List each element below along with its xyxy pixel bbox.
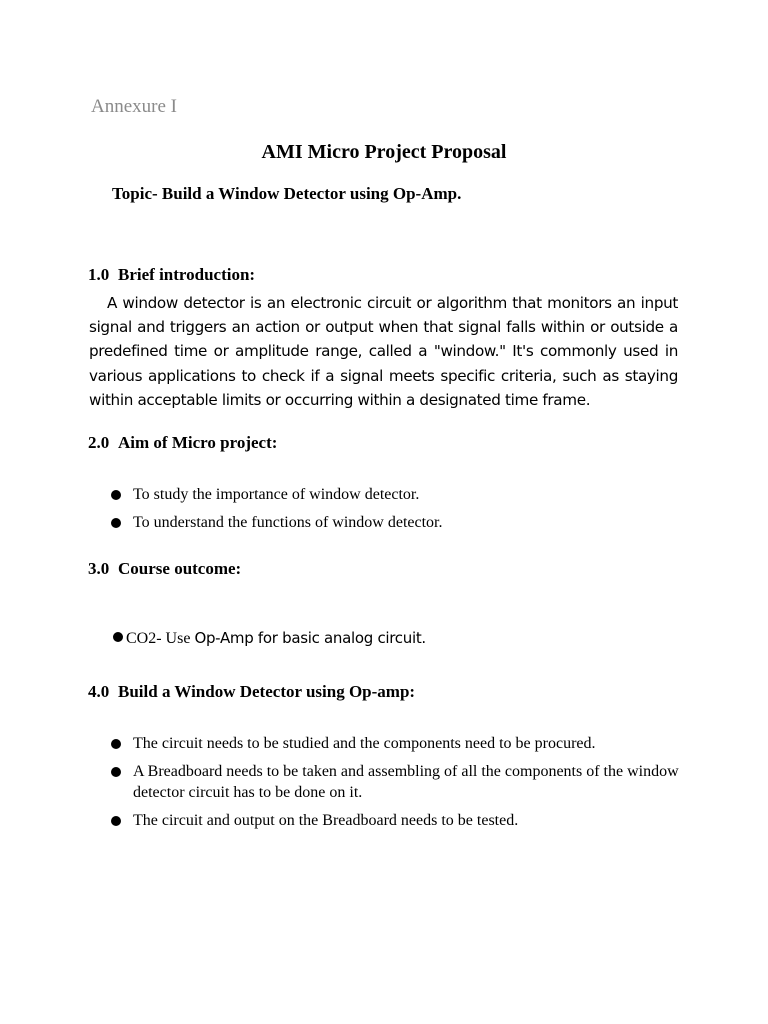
- section-heading-introduction: [88, 265, 255, 285]
- bullet-icon: [113, 632, 123, 642]
- bullet-icon: [111, 767, 121, 777]
- introduction-paragraph: A window detector is an electronic circuit or algorithm that monitors an input signal and triggers an action or output when that signal falls within or outside a predefined time or amplitude range, called a "window." It's commonly used in various applications to check if a signal meets specific criteria, such as staying within acceptable limits or occurring within a designated time frame.: [89, 294, 678, 409]
- section-title: Build a Window Detector using Op-amp:: [118, 682, 416, 701]
- course-outcome-item: CO2- Use Op-Amp for basic analog circuit.: [113, 629, 426, 648]
- bullet-icon: [111, 518, 121, 528]
- section-number: 2.0: [88, 433, 110, 452]
- section-number: 3.0: [88, 559, 110, 578]
- annexure-label: Annexure I: [91, 96, 177, 117]
- build-steps-list: [110, 733, 693, 831]
- section-heading-build: [88, 682, 415, 702]
- section-number: 1.0: [88, 265, 110, 284]
- list-item: The circuit needs to be studied and the components need to be procured.: [110, 733, 693, 754]
- section-heading-aim: [88, 433, 277, 453]
- section-title: Brief introduction:: [118, 265, 256, 284]
- topic-line: Topic- Build a Window Detector using Op-Amp.: [112, 184, 462, 203]
- list-item: To understand the functions of window detector.: [110, 512, 693, 533]
- bullet-icon: [111, 490, 121, 500]
- list-item: The circuit and output on the Breadboard needs to be tested.: [110, 810, 693, 831]
- list-item: A Breadboard needs to be taken and assembling of all the components of the window detector circuit has to be done on it.: [110, 761, 693, 803]
- section-title: Course outcome:: [118, 559, 242, 578]
- page-title: AMI Micro Project Proposal: [261, 141, 507, 163]
- bullet-icon: [111, 816, 121, 826]
- section-number: 4.0: [88, 682, 110, 701]
- list-item: To study the importance of window detector.: [110, 484, 693, 505]
- bullet-icon: [111, 739, 121, 749]
- section-heading-course-outcome: [88, 559, 241, 579]
- section-title: Aim of Micro project:: [118, 433, 278, 452]
- aim-list: [110, 484, 693, 533]
